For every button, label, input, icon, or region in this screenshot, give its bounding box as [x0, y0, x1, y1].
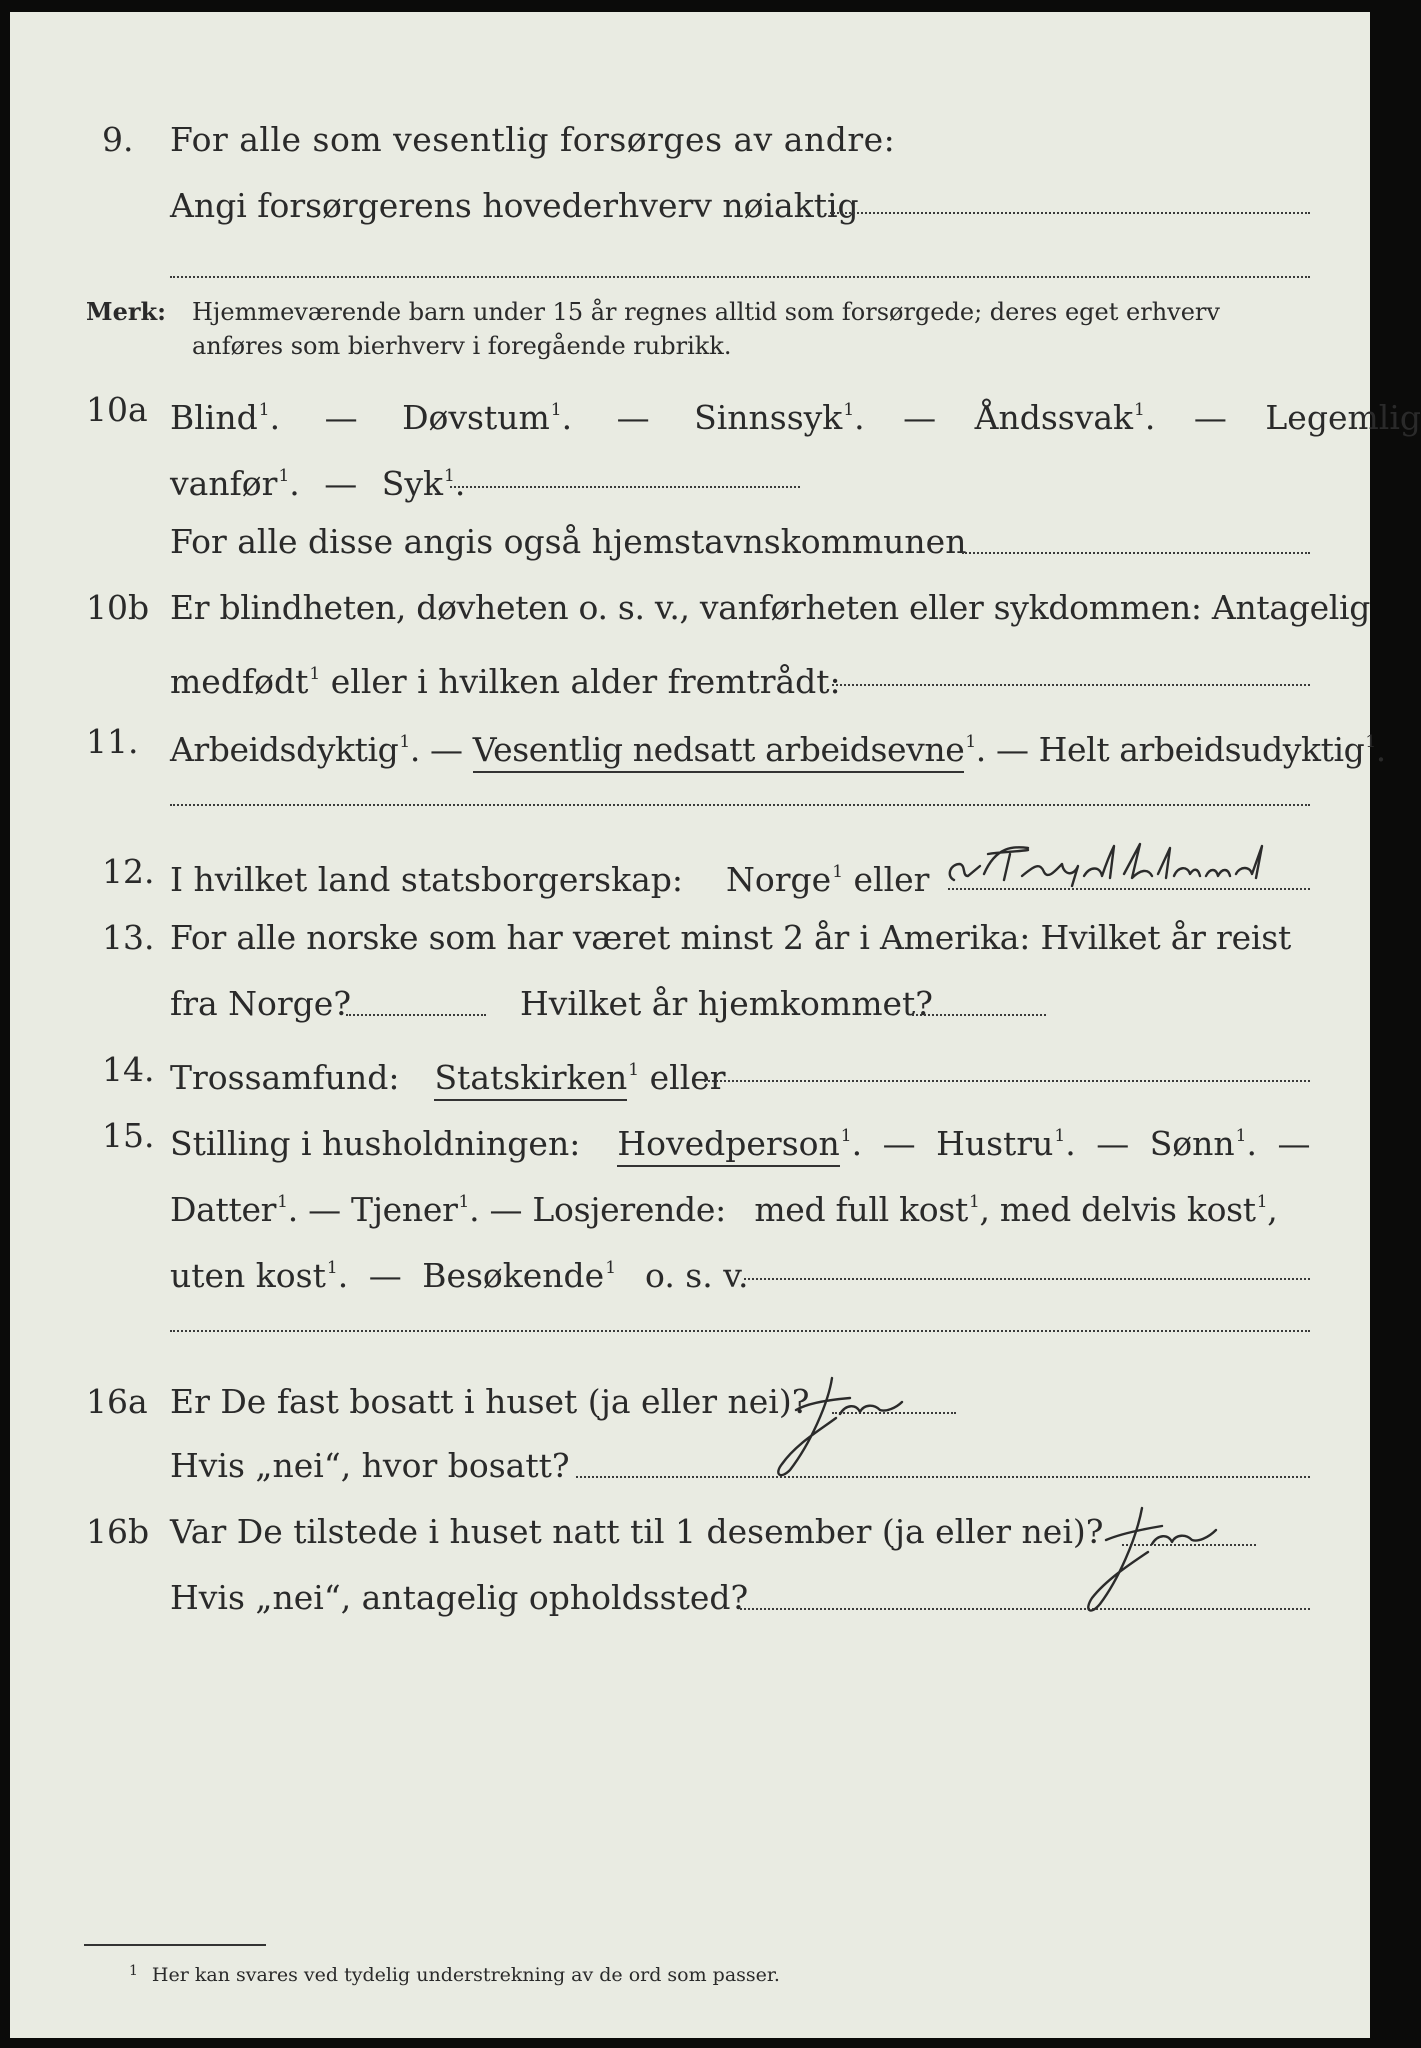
- punct: .: [1065, 1124, 1076, 1163]
- opt-syk[interactable]: Syk: [381, 464, 444, 503]
- q16a-line2: Hvis „nei“, hvor bosatt?: [170, 1446, 570, 1485]
- dash: —: [368, 1256, 402, 1295]
- footnote: [128, 1958, 780, 1988]
- q9-line2: Angi forsørgerens hovederhverv nøiaktig: [170, 186, 859, 225]
- q13-line2b: Hvilket år hjemkommet?: [520, 984, 933, 1023]
- q15-number: 15.: [102, 1116, 155, 1155]
- q14-eller: eller: [649, 1058, 726, 1097]
- footnote-text: Her kan svares ved tydelig understrekning av de ord som passer.: [151, 1964, 780, 1986]
- q15-osv: o. s. v.: [645, 1256, 749, 1295]
- opt-full-kost[interactable]: med full kost: [754, 1190, 968, 1229]
- opt-blind[interactable]: Blind: [170, 398, 258, 437]
- footnote-ref: 1: [1134, 400, 1145, 420]
- punct: .: [469, 1190, 480, 1229]
- q13-line2a: fra Norge?: [170, 984, 352, 1023]
- q15-line2: Datter$^1$. — Tjener$^1$. — Losjerende: med full kost$^1$, med delvis kost$^1$,: [170, 1190, 1278, 1229]
- punct: .: [851, 1124, 863, 1163]
- punct: .: [975, 730, 986, 769]
- q14-line: [170, 1050, 726, 1098]
- dash: —: [995, 730, 1029, 769]
- q16a-line1: Er De fast bosatt i huset (ja eller nei)?: [170, 1382, 810, 1421]
- footnote-ref: 1: [458, 1192, 470, 1212]
- footnote-ref: 1: [277, 1192, 288, 1212]
- opt-statskirken-underlined[interactable]: Statskirken: [434, 1058, 627, 1101]
- footnote-ref: 1: [1365, 732, 1376, 752]
- q10a-number: 10a: [86, 390, 148, 429]
- punct: .: [269, 398, 281, 437]
- punct: .: [287, 1190, 298, 1229]
- dash: —: [430, 730, 463, 769]
- dash: —: [616, 398, 650, 437]
- opt-hustru[interactable]: Hustru: [936, 1124, 1054, 1163]
- q11-answer-line[interactable]: [170, 804, 1310, 806]
- q9-answer-line-2[interactable]: [170, 276, 1310, 278]
- footnote-ref: 1: [965, 732, 976, 752]
- footnote-ref: 1: [444, 466, 455, 486]
- q15-losjerende: Losjerende:: [532, 1190, 726, 1229]
- q14-answer-line[interactable]: [704, 1080, 1310, 1082]
- opt-norge[interactable]: Norge: [726, 860, 832, 899]
- q16b-line2: Hvis „nei“, antagelig opholdssted?: [170, 1578, 749, 1617]
- punct: .: [409, 730, 420, 769]
- footnote-ref: 1: [840, 1126, 852, 1146]
- merk-label: Merk:: [86, 297, 166, 326]
- footnote-mark: 1: [129, 1963, 138, 1979]
- punct: .: [854, 398, 865, 437]
- census-form-page: [10, 12, 1421, 2038]
- q9-answer-line[interactable]: [830, 212, 1310, 214]
- opt-medfodt[interactable]: medfødt: [170, 662, 309, 701]
- q12-eller: eller: [853, 860, 930, 899]
- punct: .: [454, 464, 466, 503]
- merk-line2: anføres som bierhverv i foregående rubrikk.: [192, 332, 732, 360]
- opt-vanfor[interactable]: vanfør: [170, 464, 278, 503]
- dash: —: [1193, 398, 1227, 437]
- opt-sonn[interactable]: Sønn: [1149, 1124, 1235, 1163]
- dash: —: [324, 464, 358, 503]
- opt-sinnssyk[interactable]: Sinnssyk: [694, 398, 843, 437]
- q10b-line1: Er blindheten, døvheten o. s. v., vanførheten eller sykdommen: Antagelig: [170, 588, 1371, 627]
- punct: .: [1246, 1124, 1257, 1163]
- footnote-rule: [84, 1944, 266, 1946]
- q10b-number: 10b: [86, 588, 150, 627]
- opt-arbeidsdyktig[interactable]: Arbeidsdyktig: [170, 730, 399, 769]
- dash: —: [489, 1190, 523, 1229]
- punct: .: [1144, 398, 1156, 437]
- dash: —: [903, 398, 937, 437]
- q12-question: I hvilket land statsborgerskap:: [170, 860, 684, 899]
- opt-legemlig[interactable]: Legemlig: [1265, 398, 1421, 437]
- q14-number: 14.: [102, 1050, 155, 1089]
- q13-hjemkommet-answer-line[interactable]: [912, 1014, 1046, 1016]
- q11-number: 11.: [86, 722, 139, 761]
- q10b-answer-line[interactable]: [832, 684, 1310, 686]
- footnote-ref: 1: [605, 1258, 617, 1278]
- q12-handwritten-answer: [944, 840, 1304, 890]
- q15-answer-line-2[interactable]: [170, 1330, 1310, 1332]
- footnote-ref: 1: [968, 1192, 980, 1212]
- opt-vesentlig-nedsatt-underlined[interactable]: Vesentlig nedsatt arbeidsevne: [473, 730, 965, 773]
- q12-line: [170, 852, 929, 900]
- q10a-line2: [170, 456, 465, 504]
- punct: .: [561, 398, 573, 437]
- q10b-alder-label: eller i hvilken alder fremtrådt:: [330, 662, 841, 701]
- punct: .: [289, 464, 300, 503]
- q12-number: 12.: [102, 852, 155, 891]
- opt-uten-kost[interactable]: uten kost: [170, 1256, 326, 1295]
- footnote-ref: 1: [628, 1060, 640, 1080]
- opt-hovedperson-underlined[interactable]: Hovedperson: [617, 1124, 839, 1167]
- dash: —: [324, 398, 358, 437]
- punct: .: [337, 1256, 349, 1295]
- q10a-syk-answer-line[interactable]: [450, 486, 800, 488]
- dash: —: [308, 1190, 341, 1229]
- q16b-line1: Var De tilstede i huset natt til 1 desember (ja eller nei)?: [170, 1512, 1104, 1551]
- dash: —: [1096, 1124, 1130, 1163]
- opt-delvis-kost[interactable]: med delvis kost: [999, 1190, 1256, 1229]
- q15-line1: [170, 1116, 1311, 1164]
- footnote-ref: 1: [832, 862, 844, 882]
- q15-line3: [170, 1248, 748, 1296]
- q14-label: Trossamfund:: [170, 1058, 400, 1097]
- q9-number: 9.: [102, 120, 134, 159]
- footnote-ref: 1: [258, 400, 270, 420]
- q16a-number: 16a: [86, 1382, 148, 1421]
- dash: —: [882, 1124, 916, 1163]
- q16b-handwritten-ja: [1070, 1500, 1290, 1620]
- q15-answer-line[interactable]: [744, 1278, 1310, 1280]
- q11-line: [170, 722, 1386, 770]
- q16a-handwritten-ja: [770, 1374, 970, 1484]
- q10a-hjemstavn-answer-line[interactable]: [962, 552, 1310, 554]
- opt-besokende[interactable]: Besøkende: [422, 1256, 605, 1295]
- opt-dovstum[interactable]: Døvstum: [402, 398, 550, 437]
- merk-line1: Hjemmeværende barn under 15 år regnes alltid som forsørgede; deres eget erhverv: [192, 298, 1220, 326]
- q10a-line3: For alle disse angis også hjemstavnskommunen: [170, 522, 967, 561]
- q10a-line1: [170, 390, 1421, 438]
- footnote-ref: 1: [309, 664, 321, 684]
- opt-helt-udyktig[interactable]: Helt arbeidsudyktig: [1038, 730, 1365, 769]
- footnote-ref: 1: [326, 1258, 338, 1278]
- q13-reist-answer-line[interactable]: [346, 1014, 486, 1016]
- punct: .: [1375, 730, 1386, 769]
- q13-line1: For alle norske som har været minst 2 år i Amerika: Hvilket år reist: [170, 918, 1292, 957]
- footnote-ref: 1: [1256, 1192, 1268, 1212]
- q15-label: Stilling i husholdningen:: [170, 1124, 581, 1163]
- footnote-ref: 1: [399, 732, 410, 752]
- dash: —: [1277, 1124, 1311, 1163]
- q13-number: 13.: [102, 918, 155, 957]
- footnote-ref: 1: [278, 466, 290, 486]
- footnote-ref: 1: [550, 400, 562, 420]
- opt-andssvak[interactable]: Åndssvak: [974, 398, 1134, 437]
- opt-datter[interactable]: Datter: [170, 1190, 277, 1229]
- q10b-line2: [170, 654, 841, 702]
- footnote-ref: 1: [1235, 1126, 1247, 1146]
- q16b-number: 16b: [86, 1512, 150, 1551]
- footnote-ref: 1: [1054, 1126, 1066, 1146]
- opt-tjener[interactable]: Tjener: [351, 1190, 458, 1229]
- q9-line1: For alle som vesentlig forsørges av andre:: [170, 120, 896, 159]
- footnote-ref: 1: [843, 400, 855, 420]
